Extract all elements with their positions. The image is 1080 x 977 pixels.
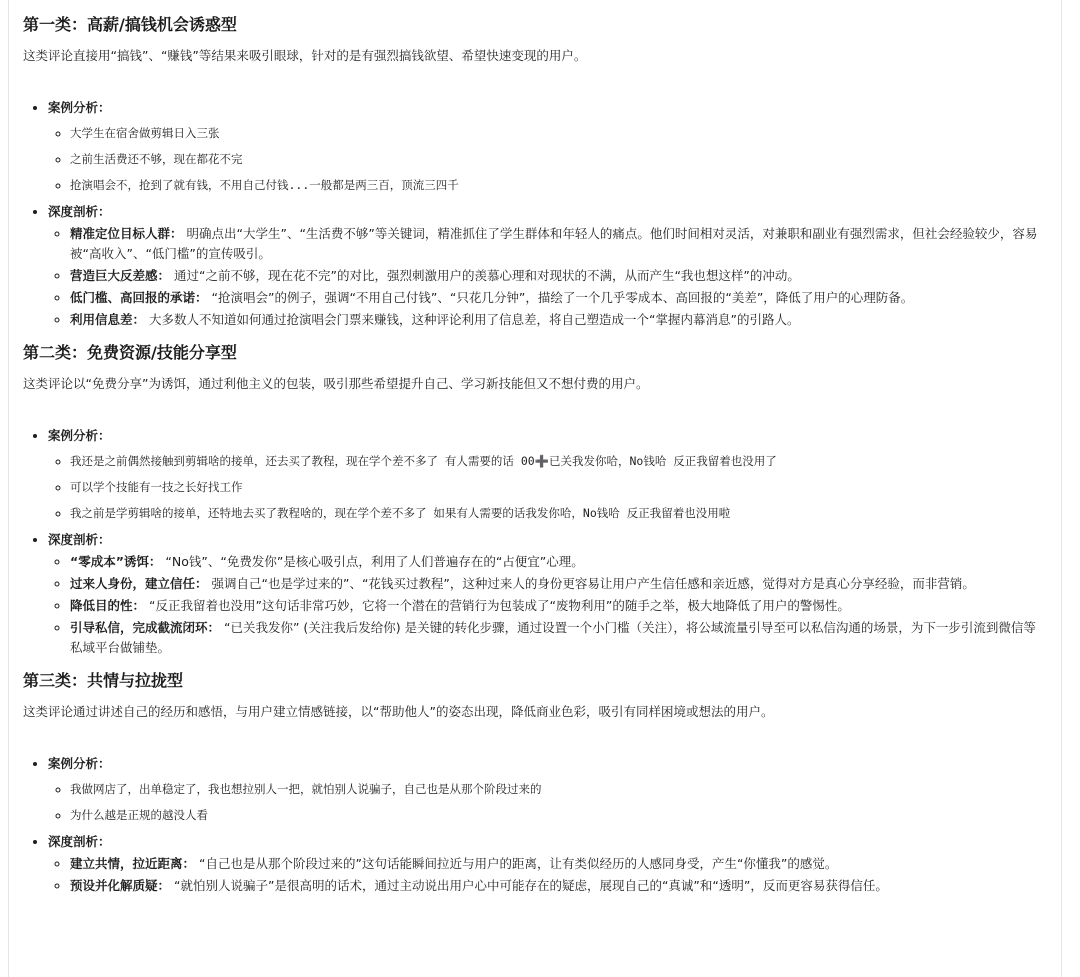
cases-item xyxy=(48,98,1047,198)
section-list xyxy=(23,98,1047,330)
section-intro: 这类评论直接用“搞钱”、“赚钱”等结果来吸引眼球，针对的是有强烈搞钱欲望、希望快速变现的用户。 xyxy=(23,48,587,63)
analysis-point xyxy=(70,266,1047,286)
case-item: ◦ 可以学个技能有一技之长好找工作 xyxy=(70,474,1047,500)
analysis-text: “就怕别人说骗子”是很高明的话术，通过主动说出用户心中可能存在的疑虑，展现自己的“真诚”和“透明”，反而更容易获得信任。 xyxy=(174,878,888,893)
analysis-term: 过来人身份，建立信任： xyxy=(70,576,208,591)
analysis-point xyxy=(70,596,1047,616)
case-item: ◦ 我做网店了，出单稳定了，我也想拉别人一把，就怕别人说骗子，自己也是从那个阶段过来的 xyxy=(70,776,1047,802)
analysis-label: 深度剖析： xyxy=(48,532,111,547)
analysis-label: 深度剖析： xyxy=(48,834,111,849)
analysis-text: 大多数人不知道如何通过抢演唱会门票来赚钱，这种评论利用了信息差，将自己塑造成一个“掌握内幕消息”的引路人。 xyxy=(149,312,800,327)
section-2 xyxy=(23,340,1047,658)
case-item: ◦ 之前生活费还不够，现在都花不完 xyxy=(70,146,1047,172)
analysis-text: “反正我留着也没用”这句话非常巧妙，它将一个潜在的营销行为包装成了“废物利用”的随手之举，极大地降低了用户的警惕性。 xyxy=(149,598,850,613)
analysis-term: 利用信息差： xyxy=(70,312,146,327)
document-content xyxy=(9,0,1061,896)
analysis-list xyxy=(48,854,1047,896)
analysis-list xyxy=(48,552,1047,658)
analysis-item xyxy=(48,530,1047,658)
analysis-text: “抢演唱会”的例子，强调“不用自己付钱”、“只花几分钟”，描绘了一个几乎零成本、高回报的“美差”，降低了用户的心理防备。 xyxy=(211,290,914,305)
analysis-text: 明确点出“大学生”、“生活费不够”等关键词，精准抓住了学生群体和年轻人的痛点。他们时间相对灵活，对兼职和副业有强烈需求，但社会经验较少，容易被“高收入”、“低门槛”的宣传吸引。 xyxy=(70,226,1038,261)
analysis-text: “已关我发你” (关注我后发给你) 是关键的转化步骤，通过设置一个小门槛（关注），将公域流量引导至可以私信沟通的场景，为下一步引流到微信等私域平台做铺垫。 xyxy=(70,620,1036,655)
analysis-item xyxy=(48,202,1047,330)
analysis-point xyxy=(70,310,1047,330)
analysis-term: 低门槛、高回报的承诺： xyxy=(70,290,208,305)
cases-label: 案例分析： xyxy=(48,100,111,115)
analysis-point xyxy=(70,618,1047,658)
analysis-point xyxy=(70,552,1047,572)
analysis-text: “No钱”、“免费发你”是核心吸引点，利用了人们普遍存在的“占便宜”心理。 xyxy=(165,554,584,569)
analysis-point xyxy=(70,876,1047,896)
analysis-term: 营造巨大反差感： xyxy=(70,268,171,283)
document-frame xyxy=(8,0,1062,977)
section-title: 第三类：共情与拉拢型 xyxy=(23,671,184,690)
section-intro: 这类评论通过讲述自己的经历和感悟，与用户建立情感链接，以“帮助他人”的姿态出现，降低商业色彩，吸引有同样困境或想法的用户。 xyxy=(23,704,774,719)
section-title: 第一类：高薪/搞钱机会诱惑型 xyxy=(23,15,237,34)
analysis-term: 精准定位目标人群： xyxy=(70,226,183,241)
cases-label: 案例分析： xyxy=(48,756,111,771)
section-1 xyxy=(23,12,1047,330)
section-intro: 这类评论以“免费分享”为诱饵，通过利他主义的包装，吸引那些希望提升自己、学习新技能但又不想付费的用户。 xyxy=(23,376,649,391)
analysis-term: “零成本”诱饵： xyxy=(70,554,162,569)
analysis-term: 建立共情，拉近距离： xyxy=(70,856,196,871)
analysis-text: “自己也是从那个阶段过来的”这句话能瞬间拉近与用户的距离，让有类似经历的人感同身受，产生“你懂我”的感觉。 xyxy=(199,856,838,871)
cases-list xyxy=(48,120,1047,198)
section-list xyxy=(23,426,1047,658)
cases-item xyxy=(48,754,1047,828)
analysis-label: 深度剖析： xyxy=(48,204,111,219)
cases-list xyxy=(48,776,1047,828)
case-item: ◦ 大学生在宿舍做剪辑日入三张 xyxy=(70,120,1047,146)
case-item: ◦ 我之前是学剪辑啥的接单，还特地去买了教程啥的，现在学个差不多了 如果有人需要的话我发你哈，No钱哈 反正我留着也没用啦 xyxy=(70,500,1047,526)
analysis-point xyxy=(70,854,1047,874)
case-item: ◦ 抢演唱会不，抢到了就有钱，不用自己付钱...一般都是两三百，顶流三四千 xyxy=(70,172,1047,198)
section-title: 第二类：免费资源/技能分享型 xyxy=(23,343,237,362)
analysis-term: 引导私信，完成截流闭环： xyxy=(70,620,221,635)
analysis-point xyxy=(70,574,1047,594)
cases-list xyxy=(48,448,1047,526)
case-item: ◦ 我还是之前偶然接触到剪辑啥的接单，还去买了教程，现在学个差不多了 有人需要的话 00➕已关我发你哈，No钱哈 反正我留着也没用了 xyxy=(70,448,1047,474)
analysis-text: 强调自己“也是学过来的”、“花钱买过教程”，这种过来人的身份更容易让用户产生信任感和亲近感，觉得对方是真心分享经验，而非营销。 xyxy=(211,576,975,591)
case-item: ◦ 为什么越是正规的越没人看 xyxy=(70,802,1047,828)
analysis-text: 通过“之前不够，现在花不完”的对比，强烈刺激用户的羡慕心理和对现状的不满，从而产生“我也想这样”的冲动。 xyxy=(174,268,800,283)
analysis-term: 预设并化解质疑： xyxy=(70,878,171,893)
analysis-list xyxy=(48,224,1047,330)
cases-label: 案例分析： xyxy=(48,428,111,443)
analysis-item xyxy=(48,832,1047,896)
section-list xyxy=(23,754,1047,896)
analysis-term: 降低目的性： xyxy=(70,598,146,613)
analysis-point xyxy=(70,224,1047,264)
analysis-point xyxy=(70,288,1047,308)
cases-item xyxy=(48,426,1047,526)
section-3 xyxy=(23,668,1047,896)
